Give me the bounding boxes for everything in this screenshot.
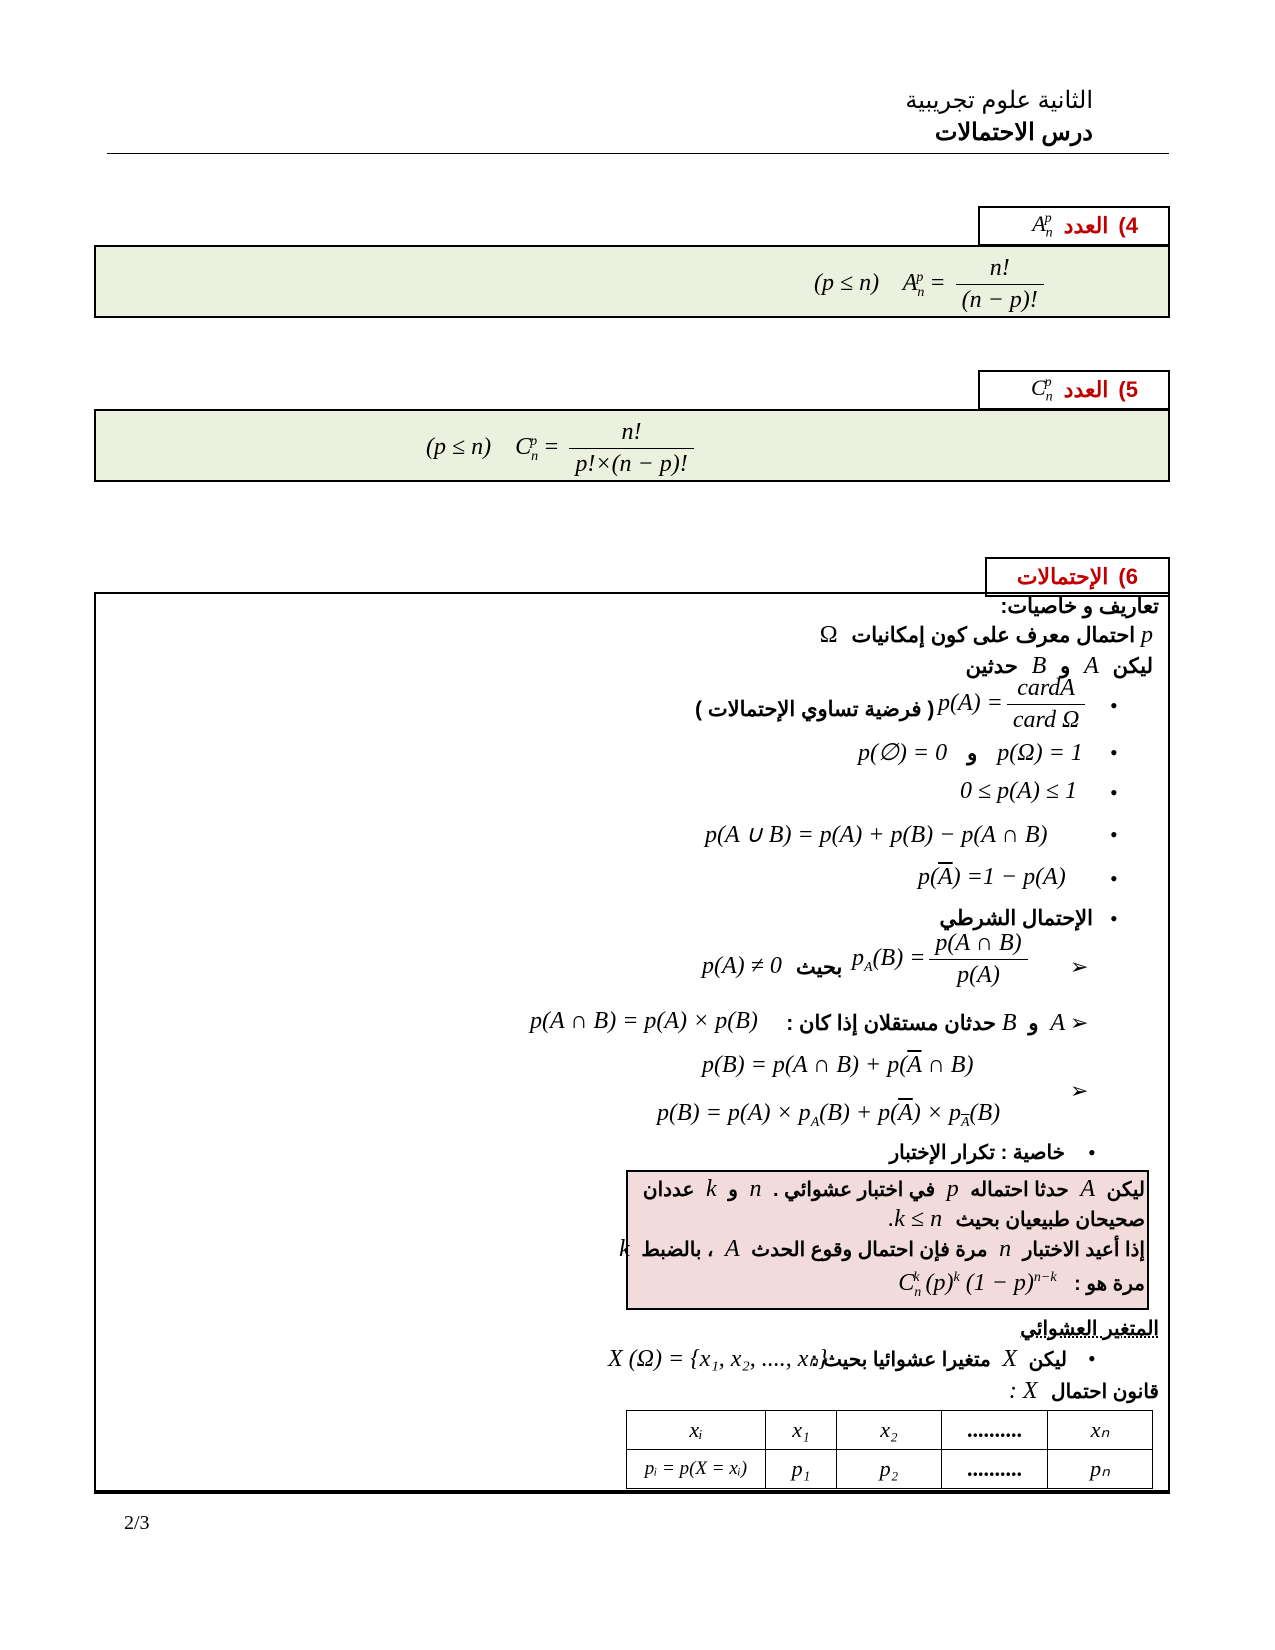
complement-formula: $p(\overline{A}) =1 - p(A)$ [918,864,1066,890]
section-5-label [978,370,1170,410]
section-word: العدد [1063,213,1109,238]
table-cell: xᵢ [627,1411,766,1450]
table-cell: pᵢ = p(X = xᵢ) [627,1450,766,1489]
definitions-title: تعاريف و خاصيات: [1000,595,1159,618]
repeat-line-4: مرة هو : $C_n^k$ $(p)^k$ $(1 - p)^{n-k}$ [898,1270,1145,1300]
bullet: • [1110,740,1118,765]
table-row [627,1450,1153,1489]
section-number: 5) [1118,377,1138,402]
conditional-condition: p(A) ≠ 0 [702,953,782,979]
table-cell: x₁ [765,1411,836,1450]
header-divider [107,153,1169,154]
bullet: • [1110,822,1118,847]
repeat-line-3: إذا أعيد الاختبار n مرة فإن احتمال وقوع الحدث A ، بالضبط k [619,1236,1145,1262]
bounds-formula: 0 ≤ p(A) ≤ 1 [960,778,1077,804]
formula-box-arrangements [94,245,1170,318]
bullet: • [1110,780,1118,805]
section-word: العدد [1063,377,1109,402]
section-number: 4) [1118,213,1138,238]
table-cell: x₂ [837,1411,942,1450]
section-6-label [985,557,1170,597]
repeat-line-2: صحيحان طبيعيان بحيث k ≤ n. [888,1206,1145,1232]
lesson-title: درس الاحتمالات [934,119,1093,146]
section-4-label [978,206,1170,246]
combination-symbol: $C_n^p$ [1030,374,1053,405]
bullet: • [1110,866,1118,891]
page-number: 2/3 [124,1512,150,1534]
table-cell: pₙ [1048,1450,1153,1489]
bullet: • [1088,1140,1096,1165]
arrow-icon: ➢ [1070,1078,1089,1103]
bullet: • [1110,906,1118,931]
table-cell: p₂ [837,1450,942,1489]
empty-and-omega: p(∅) = 0 و p(Ω) = 1 [858,740,1083,766]
table-cell: .......... [941,1411,1047,1450]
combination-formula: (p ≤ n) $C_n^p$ = $\frac{n!}{p!\times(n - p)!}$ [426,419,698,478]
conditional-title: الإحتمال الشرطي [939,907,1093,930]
independence-text: A و B حدثان مستقلان إذا كان : [786,1010,1065,1036]
table-cell: .......... [941,1450,1047,1489]
equiprob-note: ( فرضية تساوي الإحتمالات ) [695,698,935,721]
arrow-icon: ➢ [1070,1010,1089,1035]
section-number: 6) [1118,564,1138,589]
let-events-line: ليكن A و B حدثين [965,653,1153,679]
independence-formula: p(A ∩ B) = p(A) × p(B) [530,1008,758,1034]
probability-law-table [626,1410,1153,1489]
union-formula: p(A ∪ B) = p(A) + p(B) − p(A ∩ B) [705,822,1048,848]
random-variable-title: المتغير العشوائي [1020,1318,1159,1340]
equiprob-formula: p(A) = $\frac{\text{cardA}}{\text{card Ω}}$ [938,675,1089,734]
probability-law-title: قانون احتمال X : [1008,1378,1159,1404]
table-row [627,1411,1153,1450]
conditional-formula: $p_A(B)$ = $\frac{p(A \cap B)}{p(A)}$ [852,930,1032,989]
arrangement-formula: (p ≤ n) $A_n^p$ = $\frac{n!}{(n - p)!}$ [814,255,1048,314]
level-title: الثانية علوم تجريبية [905,87,1093,114]
arrangement-symbol: $A_n^p$ [1032,210,1053,241]
random-variable-line: ليكن X متغيرا عشوائيا بحيث : [810,1346,1067,1372]
probability-definition: p احتمال معرف على كون إمكانيات Ω [819,622,1153,648]
total-probability-2: $p(B) = p(A) \times p_A(B) + p(\overline{A}) \times p_{\overline{A}}(B)$ [657,1100,1001,1130]
total-probability-1: p(B) = p(A ∩ $B) + p(\overline{A}$ ∩ B) [702,1052,974,1078]
table-cell: p₁ [765,1450,836,1489]
bullet: • [1110,693,1118,718]
conditional-where: بحيث [796,956,843,979]
arrow-icon: ➢ [1070,954,1089,979]
table-cell: xₙ [1048,1411,1153,1450]
repeat-line-1: ليكن A حدثا احتماله p في اختبار عشوائي . n و k عددان [642,1176,1145,1202]
random-variable-set: X (Ω) = {x₁, x₂, ...., xₙ} [608,1346,828,1372]
repeat-title: خاصية : تكرار الإختبار [889,1142,1065,1164]
formula-box-combinations [94,409,1170,482]
section-word: الإحتمالات [1016,564,1109,589]
bullet: • [1088,1346,1096,1371]
